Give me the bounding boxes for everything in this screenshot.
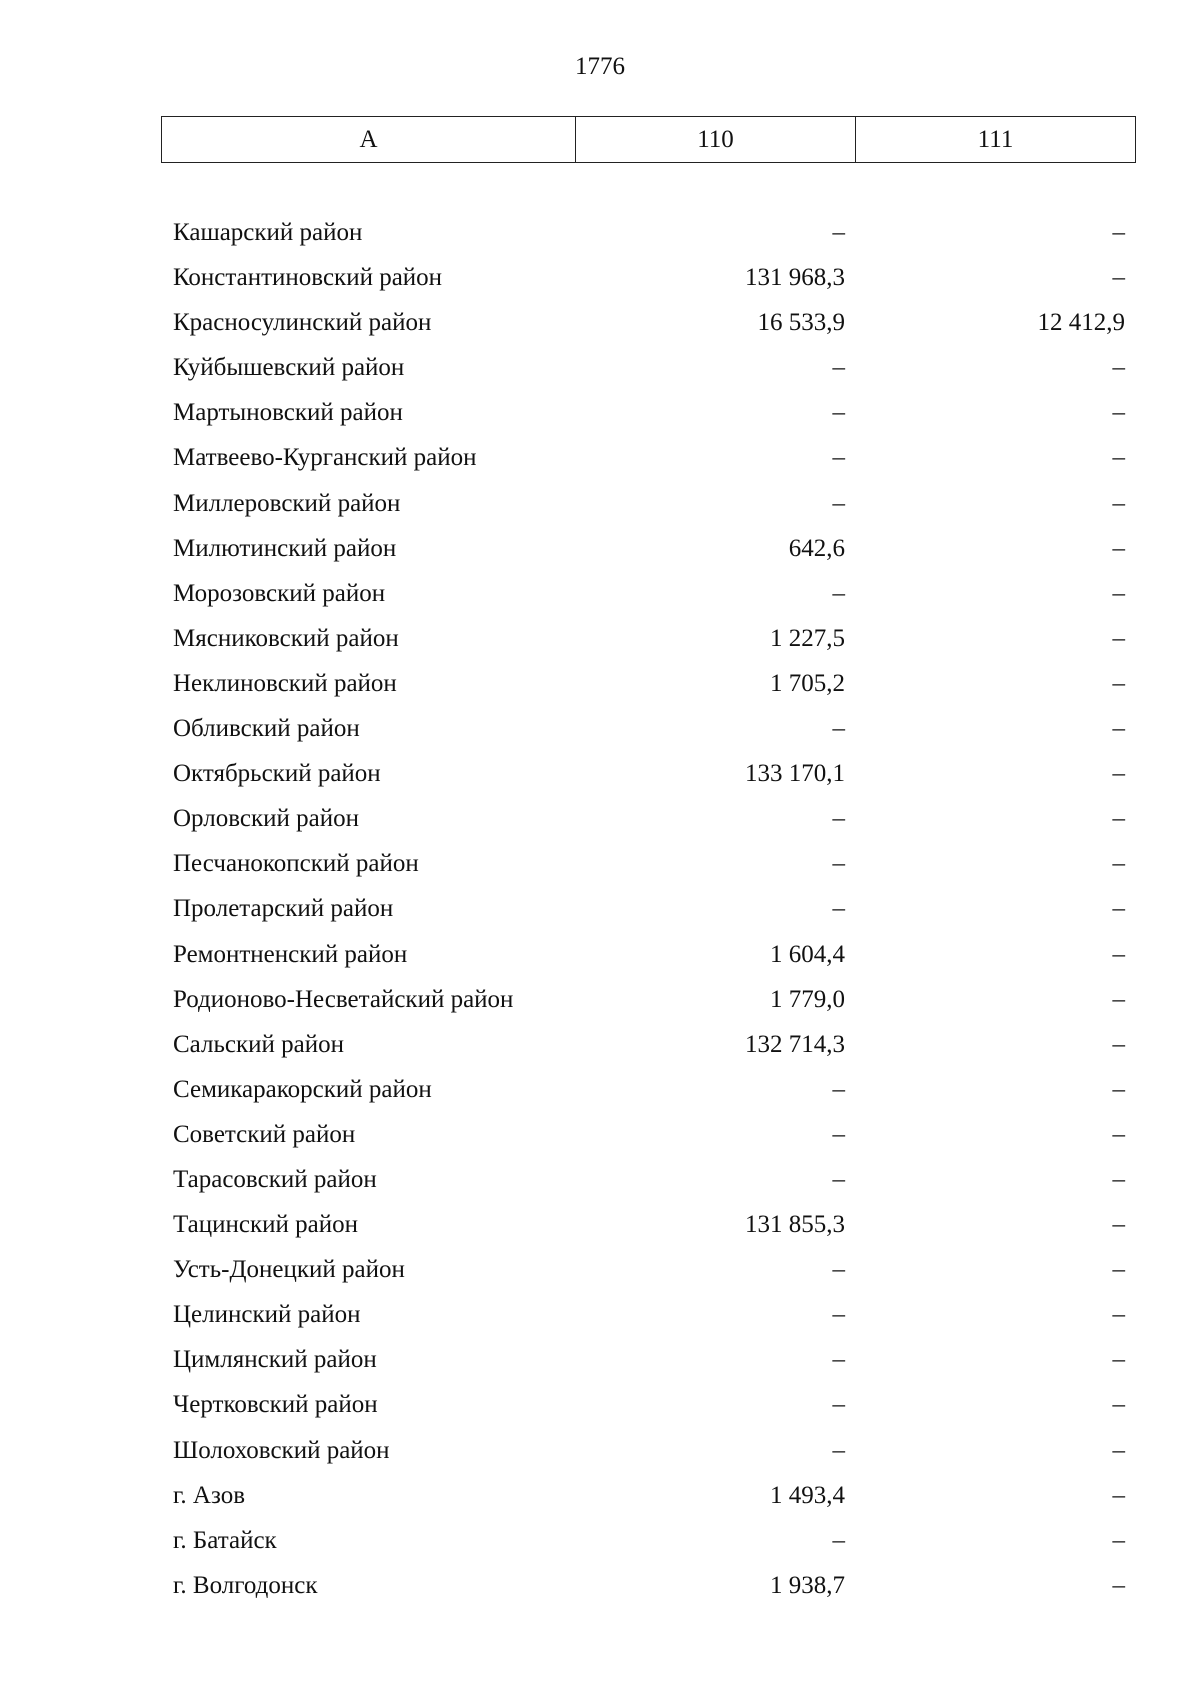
row-name: Шолоховский район [173, 1436, 390, 1464]
row-value-111: – [1112, 399, 1125, 427]
row-value-110: 1 779,0 [770, 985, 845, 1013]
row-value-111: – [1112, 850, 1125, 878]
row-value-110: – [832, 1391, 845, 1419]
table-row [0, 1022, 1200, 1067]
row-name: Обливский район [173, 715, 360, 743]
table-body [0, 210, 1200, 1608]
row-value-110: – [832, 1165, 845, 1193]
row-value-111: – [1112, 1571, 1125, 1599]
row-name: г. Азов [173, 1481, 246, 1509]
table-row [0, 1292, 1200, 1337]
row-value-111: – [1112, 805, 1125, 833]
row-value-110: – [832, 850, 845, 878]
row-value-111: – [1112, 1346, 1125, 1374]
table-row [0, 1563, 1200, 1608]
row-value-110: 1 705,2 [770, 669, 845, 697]
table-header [161, 116, 1136, 163]
row-value-111: – [1112, 715, 1125, 743]
row-value-111: – [1112, 579, 1125, 607]
row-value-111: – [1112, 1256, 1125, 1284]
row-name: Чертковский район [173, 1391, 378, 1419]
table-row [0, 616, 1200, 661]
row-value-110: – [832, 715, 845, 743]
row-value-111: – [1112, 534, 1125, 562]
table-row [0, 1473, 1200, 1518]
row-value-111: – [1112, 1481, 1125, 1509]
table-row [0, 300, 1200, 345]
row-name: Красносулинский район [173, 309, 432, 337]
row-value-111: – [1112, 1120, 1125, 1148]
table-row [0, 255, 1200, 300]
row-value-111: 12 412,9 [1037, 309, 1125, 337]
row-value-111: – [1112, 985, 1125, 1013]
table-row [0, 481, 1200, 526]
page-number: 1776 [575, 53, 625, 80]
row-value-110: – [832, 219, 845, 246]
row-value-110: – [832, 579, 845, 607]
row-value-111: – [1112, 489, 1125, 517]
row-value-110: 1 227,5 [770, 624, 845, 652]
table-row [0, 661, 1200, 706]
row-value-111: – [1112, 354, 1125, 382]
row-value-110: – [832, 354, 845, 382]
row-name: Матвеево-Курганский район [173, 444, 477, 472]
row-value-111: – [1112, 1165, 1125, 1193]
row-value-111: – [1112, 940, 1125, 968]
table-row [0, 1202, 1200, 1247]
row-value-110: 133 170,1 [745, 760, 845, 788]
table-row [0, 435, 1200, 480]
row-value-110: – [832, 805, 845, 833]
row-name: г. Батайск [173, 1526, 277, 1554]
row-name: Тарасовский район [173, 1165, 377, 1193]
row-name: Ремонтненский район [173, 940, 408, 968]
row-value-111: – [1112, 1211, 1125, 1239]
row-name: Морозовский район [173, 579, 386, 607]
header-col-110: 110 [576, 117, 856, 162]
table-row [0, 1337, 1200, 1382]
row-value-111: – [1112, 1391, 1125, 1419]
table-row [0, 345, 1200, 390]
row-value-111: – [1112, 444, 1125, 472]
table-row [0, 932, 1200, 977]
table-row [0, 706, 1200, 751]
row-value-111: – [1112, 264, 1125, 292]
row-value-110: 1 493,4 [770, 1481, 845, 1509]
header-col-111: 111 [977, 125, 1014, 153]
table-row [0, 841, 1200, 886]
table-row [0, 210, 1200, 255]
row-name: Целинский район [173, 1301, 361, 1329]
row-value-110: 131 855,3 [745, 1211, 845, 1239]
table-row [0, 1157, 1200, 1202]
table-row [0, 1247, 1200, 1292]
table-row [0, 977, 1200, 1022]
row-value-110: – [832, 895, 845, 923]
row-value-110: 131 968,3 [745, 264, 845, 292]
row-value-111: – [1112, 624, 1125, 652]
row-value-110: – [832, 399, 845, 427]
row-value-111: – [1112, 1301, 1125, 1329]
row-value-111: – [1112, 1030, 1125, 1058]
table-row [0, 886, 1200, 931]
row-name: Сальский район [173, 1030, 344, 1058]
row-name: Куйбышевский район [173, 354, 405, 382]
row-name: Усть-Донецкий район [173, 1256, 405, 1284]
row-value-110: 16 533,9 [757, 309, 845, 337]
row-name: Милютинский район [173, 534, 397, 562]
row-value-110: – [832, 1346, 845, 1374]
header-col-a: А [162, 117, 576, 162]
row-value-111: – [1112, 669, 1125, 697]
row-value-110: 1 938,7 [770, 1571, 845, 1599]
row-name: Мартыновский район [173, 399, 403, 427]
row-name: Песчанокопский район [173, 850, 419, 878]
row-name: Константиновский район [173, 264, 443, 292]
table-row [0, 1518, 1200, 1563]
row-value-110: 1 604,4 [770, 940, 845, 968]
row-name: Миллеровский район [173, 489, 401, 517]
table-row [0, 390, 1200, 435]
table-row [0, 571, 1200, 616]
row-name: Советский район [173, 1120, 356, 1148]
row-name: Кашарский район [173, 219, 363, 246]
row-value-111: – [1112, 1436, 1125, 1464]
row-name: Цимлянский район [173, 1346, 377, 1374]
row-name: Неклиновский район [173, 669, 397, 697]
row-value-111: – [1112, 760, 1125, 788]
row-value-111: – [1112, 895, 1125, 923]
row-name: Октябрьский район [173, 760, 381, 788]
row-value-110: – [832, 1075, 845, 1103]
row-value-110: – [832, 489, 845, 517]
table-row [0, 1382, 1200, 1427]
table-row [0, 751, 1200, 796]
row-name: Орловский район [173, 805, 359, 833]
table-row [0, 1067, 1200, 1112]
row-name: Мясниковский район [173, 624, 399, 652]
row-value-110: – [832, 1526, 845, 1554]
table-row [0, 526, 1200, 571]
row-value-111: – [1112, 219, 1125, 246]
row-value-110: 642,6 [788, 534, 845, 562]
row-name: Семикаракорский район [173, 1075, 432, 1103]
row-value-110: – [832, 444, 845, 472]
row-value-110: 132 714,3 [745, 1030, 845, 1058]
table-row [0, 1112, 1200, 1157]
table-row [0, 1428, 1200, 1473]
row-value-110: – [832, 1256, 845, 1284]
row-name: Родионово-Несветайский район [173, 985, 514, 1013]
row-value-111: – [1112, 1075, 1125, 1103]
row-name: г. Волгодонск [173, 1571, 318, 1599]
table-row [0, 796, 1200, 841]
row-name: Пролетарский район [173, 895, 394, 923]
row-name: Тацинский район [173, 1211, 358, 1239]
row-value-110: – [832, 1436, 845, 1464]
row-value-110: – [832, 1120, 845, 1148]
row-value-110: – [832, 1301, 845, 1329]
row-value-111: – [1112, 1526, 1125, 1554]
